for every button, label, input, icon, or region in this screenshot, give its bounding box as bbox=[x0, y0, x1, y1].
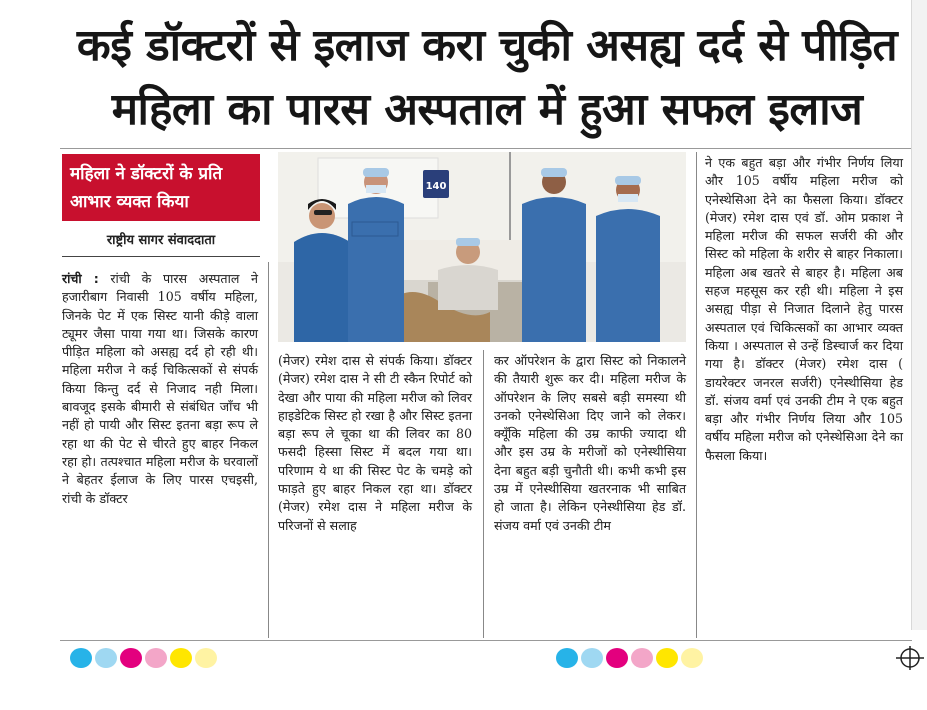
headline-line-1: कई डॉक्टरों से इलाज करा चुकी असह्य दर्द से पीड़ित bbox=[76, 20, 898, 71]
bottom-divider bbox=[60, 640, 912, 641]
reg-mark-pink bbox=[145, 648, 167, 668]
byline: राष्ट्रीय सागर संवाददाता bbox=[106, 233, 216, 248]
column-divider-2 bbox=[483, 350, 484, 638]
reg-mark-pink bbox=[631, 648, 653, 668]
article-column-1 bbox=[62, 270, 258, 636]
hospital-room-photo bbox=[278, 152, 686, 342]
article-photo bbox=[278, 152, 686, 342]
headline-line-2: महिला का पारस अस्पताल में हुआ सफल इलाज bbox=[111, 84, 863, 135]
reg-mark-yellow bbox=[656, 648, 678, 668]
page-edge-strip bbox=[911, 0, 927, 630]
article-column-3: कर ऑपरेशन के द्वारा सिस्ट को निकालने की तैयारी शुरू कर दी। महिला मरीज के ऑपरेशन के लिए सबसे बड़ी समस्या थी उनको एनेस्थेसिआ दिए जाने को लेकर। क्यूँकि महिला की उम्र काफी ज्यादा थी और इस उम्र के मरीजों को एनेस्थीसिया देना बहुत बड़ी चुनौती थी। कभी कभी इस उम्र में एनेस्थीसिया खतरनाक भी साबित हो जाता है। लेकिन एनेस्थीसिया हेड डॉ. संजय वर्मा एवं उनकी टीम bbox=[494, 353, 686, 533]
reg-mark-light-cyan bbox=[581, 648, 603, 668]
article-column-2: (मेजर) रमेश दास से संपर्क किया। डॉक्टर (मेजर) रमेश दास ने सी टी स्कैन रिपोर्ट को देखा और पाया की महिला मरीज को लिवर हाइडेटिक सिस्ट हो रखा है और सिस्ट इतना बड़ा रूप ले चूका था की लिवर का 80 फसदी हिस्सा सिस्ट में बदल गया था। परिणाम ये था की सिस्ट पेट के चमड़े को फाड़ते हुए बाहर निकल रहा था। डॉक्टर (मेजर) रमेश दास ने महिला मरीज के परिजनों से सलाह bbox=[278, 353, 472, 533]
subheadline-box: महिला ने डॉक्टरों के प्रति आभार व्यक्त किया bbox=[62, 154, 260, 221]
crosshair-registration-icon bbox=[896, 646, 924, 670]
reg-mark-light-yellow bbox=[681, 648, 703, 668]
top-divider bbox=[60, 148, 912, 149]
reg-mark-light-yellow bbox=[195, 648, 217, 668]
article-column-4: ने एक बहुत बड़ा और गंभीर निर्णय लिया और 105 वर्षीय महिला मरीज को एनेस्थेसिआ देने का फैसला किया। डॉक्टर (मेजर) रमेश दास एवं डॉ. ओम प्रकाश ने महिला मरीज की सफल सर्जरी की और सिस्ट को महिला के शरीर से बाहर निकाला। महिला अब खतरे से बाहर है। महिला अब सहज महसूस कर रही थी। महिला ने इस असह्य पीड़ा से निजात दिलाने हेतु पारस अस्पताल एवं चिकित्सकों का आभार व्यक्त किया । अस्पताल से उन्हें डिस्चार्ज कर दिया गया है। डॉक्टर (मेजर) रमेश दास ( डायरेक्टर जनरल सर्जरी) एनेस्थीसिया हेड डॉ. संजय वर्मा एवं उनकी टीम ने एक बहुत बड़ा और गंभीर निर्णय लिया और 105 वर्षीय महिला मरीज को एनेस्थेसिआ देने का फैसला किया। bbox=[705, 155, 903, 463]
reg-mark-yellow bbox=[170, 648, 192, 668]
dateline: रांची : bbox=[62, 271, 99, 286]
column-divider-3 bbox=[696, 152, 697, 638]
room-number-sign: 140 bbox=[425, 181, 447, 192]
reg-mark-magenta bbox=[606, 648, 628, 668]
column-divider-1 bbox=[268, 262, 269, 638]
byline-divider bbox=[62, 256, 260, 257]
reg-mark-cyan bbox=[556, 648, 578, 668]
column-1-text: रांची के पारस अस्पताल ने हजारीबाग निवासी 105 वर्षीय महिला, जिनके पेट में एक सिस्ट यानी कीड़े वाला ट्यूमर जैसा पाया गया था। जिसके कारण पीड़ित महिला को असह्य दर्द हो रही थी। महिला मरीज ने कई चिकित्सकों से संपर्क किया किन्तु दर्द से निजाद नही मिला। बावजूद इसके बीमारी से संबंधित जाँच भी नहीं हो पायी और सिस्ट इतना बड़ा रूप ले रहा था की पेट से चीरते हुए बाहर निकल रहा हो। तत्पश्चात महिला मरीज के घरवालों ने बेहतर ईलाज के लिए पारस एचइसी, रांची के डॉक्टर bbox=[62, 271, 258, 506]
reg-mark-cyan bbox=[70, 648, 92, 668]
reg-mark-magenta bbox=[120, 648, 142, 668]
reg-mark-light-cyan bbox=[95, 648, 117, 668]
headline bbox=[62, 14, 912, 142]
